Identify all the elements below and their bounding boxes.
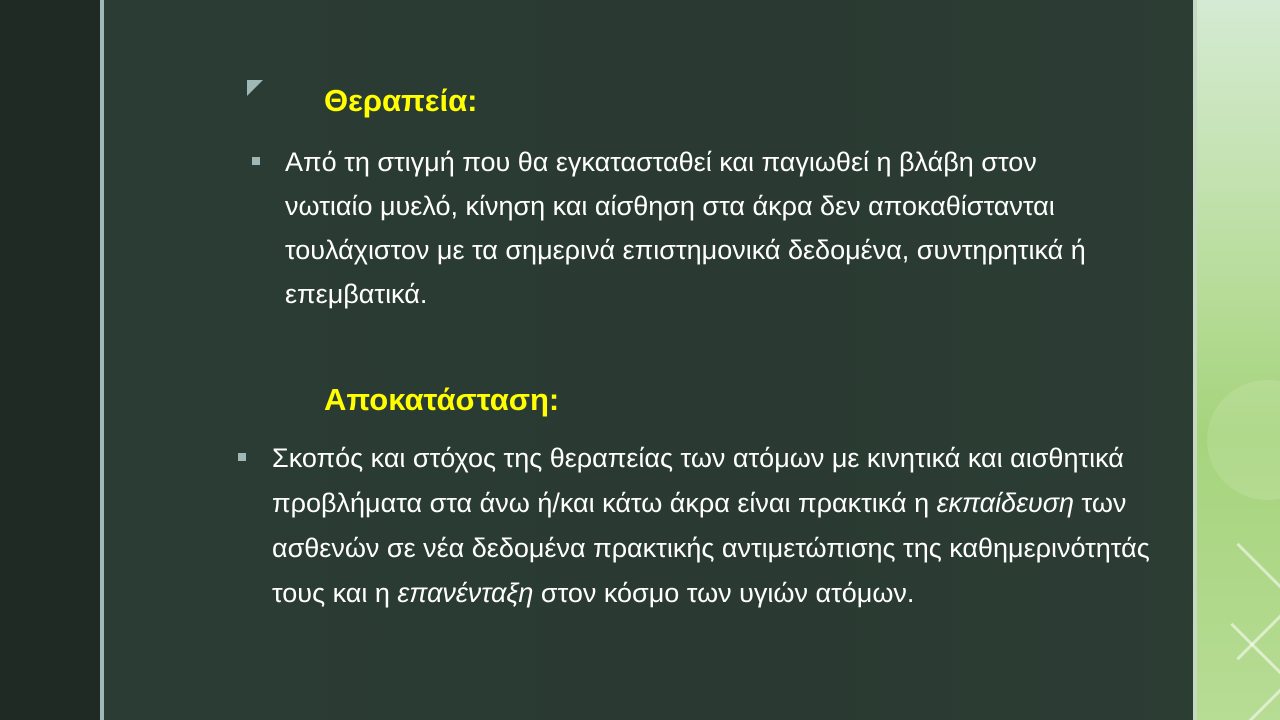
list-item <box>250 140 1120 316</box>
emphasis-reintegration: επανένταξη <box>397 578 534 608</box>
corner-triangle-icon <box>247 80 263 96</box>
square-bullet-icon <box>238 453 246 461</box>
emphasis-education: εκπαίδευση <box>936 488 1075 518</box>
list-item <box>235 436 1155 616</box>
right-decorative-band <box>1197 0 1280 720</box>
bullet-text-part-1: Σκοπός και στόχος της θεραπείας των ατόμων με κινητικά και αισθητικά προβλήματα στα άνω ή/και κάτω άκρα είναι πρακτικά η <box>272 443 1124 518</box>
section-heading-therapy: Θεραπεία: <box>324 83 478 118</box>
left-side-band <box>0 0 100 720</box>
bullet-text-part-2: των ασθενών σε νέα δεδομένα πρακτικής αντιμετώπισης της καθημερινότητάς τους και η <box>272 488 1150 608</box>
decorative-chevron-icon <box>1197 623 1280 720</box>
section-heading-rehabilitation: Αποκατάσταση: <box>324 382 560 417</box>
bullet-text: Από τη στιγμή που θα εγκατασταθεί και παγιωθεί η βλάβη στον νωτιαίο μυελό, κίνηση και αίσθηση στα άκρα δεν αποκαθίστανται τουλάχιστον με τα σημερινά επιστημονικά δεδομένα, συντηρητικά ή επεμβατικά. <box>285 147 1086 309</box>
rehabilitation-bullet-list <box>235 436 1155 616</box>
therapy-bullet-list <box>250 140 1120 316</box>
square-bullet-icon <box>252 157 260 165</box>
bullet-text-part-3: στον κόσμο των υγιών ατόμων. <box>533 578 915 608</box>
decorative-circle-shape <box>1207 380 1280 500</box>
